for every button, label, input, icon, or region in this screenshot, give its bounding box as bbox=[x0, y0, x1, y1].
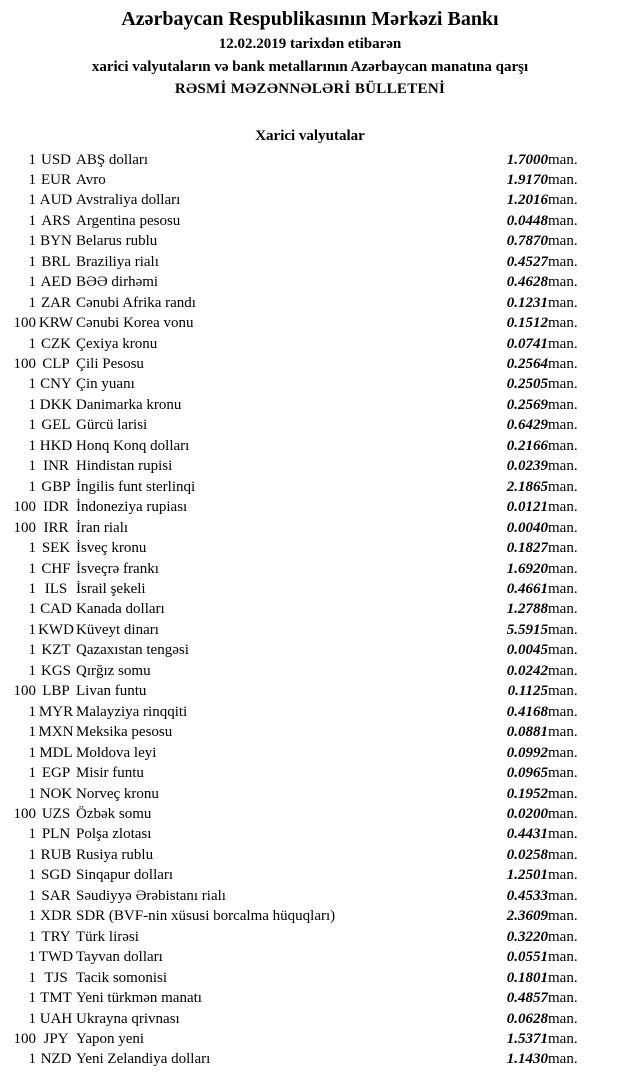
currency-code: GEL bbox=[41, 417, 71, 434]
unit-label: man. bbox=[548, 724, 578, 741]
currency-code: LBP bbox=[42, 683, 70, 700]
effective-date-line: 12.02.2019 tarixdən etibarən bbox=[218, 36, 402, 52]
currency-row bbox=[0, 763, 620, 783]
currency-code: DKK bbox=[39, 396, 73, 413]
exchange-rate: 1.9170 bbox=[506, 171, 548, 188]
quantity: 1 bbox=[28, 724, 36, 741]
currency-code: MDL bbox=[39, 744, 73, 761]
unit-label: man. bbox=[548, 642, 578, 659]
bulletin-header bbox=[0, 0, 620, 101]
currency-code: RUB bbox=[40, 846, 72, 863]
currency-name: İndoneziya rupiası bbox=[76, 499, 188, 516]
unit-label: man. bbox=[548, 928, 578, 945]
exchange-rate: 0.0121 bbox=[506, 499, 548, 516]
unit-label: man. bbox=[548, 335, 578, 352]
currency-row bbox=[0, 824, 620, 844]
currency-name: Argentina pesosu bbox=[76, 212, 181, 229]
quantity: 1 bbox=[28, 437, 36, 454]
currency-code: CAD bbox=[40, 601, 72, 618]
currency-row bbox=[0, 211, 620, 231]
quantity: 1 bbox=[28, 192, 36, 209]
currency-code: ILS bbox=[44, 581, 68, 598]
currency-name: Yeni türkmən manatı bbox=[76, 990, 202, 1007]
quantity: 100 bbox=[13, 1030, 36, 1047]
currency-code: BYN bbox=[40, 233, 72, 250]
unit-label: man. bbox=[548, 785, 578, 802]
exchange-rate: 0.6429 bbox=[506, 417, 548, 434]
currency-rates-table bbox=[0, 150, 620, 1070]
exchange-rate: 0.1827 bbox=[506, 540, 548, 557]
currency-code: GBP bbox=[41, 478, 71, 495]
exchange-rate: 0.4168 bbox=[506, 703, 548, 720]
unit-label: man. bbox=[548, 846, 578, 863]
exchange-rate: 0.0551 bbox=[506, 949, 548, 966]
quantity: 1 bbox=[28, 478, 36, 495]
currency-name: BƏƏ dirhəmi bbox=[76, 274, 159, 291]
currency-row bbox=[0, 579, 620, 599]
currency-name: Çin yuanı bbox=[76, 376, 135, 393]
quantity: 1 bbox=[28, 417, 36, 434]
currency-row bbox=[0, 190, 620, 210]
quantity: 1 bbox=[28, 233, 36, 250]
currency-name: Tayvan dolları bbox=[76, 949, 163, 966]
currency-row bbox=[0, 436, 620, 456]
currency-code: TMT bbox=[40, 990, 72, 1007]
currency-row bbox=[0, 456, 620, 476]
exchange-rate: 0.0258 bbox=[506, 846, 548, 863]
currency-name: Gürcü larisi bbox=[76, 417, 148, 434]
exchange-rate: 2.3609 bbox=[506, 908, 548, 925]
currency-name: Cənubi Korea vonu bbox=[76, 315, 194, 332]
unit-label: man. bbox=[548, 417, 578, 434]
section-title-foreign-currencies: Xarici valyutalar bbox=[255, 127, 365, 144]
currency-code: MYR bbox=[38, 703, 74, 720]
currency-row bbox=[0, 313, 620, 333]
currency-row bbox=[0, 702, 620, 722]
currency-name: SDR (BVF-nin xüsusi borcalma hüquqları) bbox=[76, 908, 336, 925]
currency-name: Çili Pesosu bbox=[76, 356, 144, 373]
currency-row bbox=[0, 334, 620, 354]
quantity: 1 bbox=[28, 458, 36, 475]
currency-code: TWD bbox=[38, 949, 74, 966]
exchange-rate: 0.0242 bbox=[506, 662, 548, 679]
quantity: 1 bbox=[28, 642, 36, 659]
unit-label: man. bbox=[548, 540, 578, 557]
exchange-rate: 0.0881 bbox=[506, 724, 548, 741]
currency-row bbox=[0, 272, 620, 292]
currency-row bbox=[0, 395, 620, 415]
currency-name: İsrail şekeli bbox=[76, 581, 146, 598]
currency-row bbox=[0, 743, 620, 763]
currency-code: CLP bbox=[42, 356, 70, 373]
currency-name: Polşa zlotası bbox=[76, 826, 152, 843]
currency-row bbox=[0, 374, 620, 394]
unit-label: man. bbox=[548, 867, 578, 884]
currency-code: UAH bbox=[39, 1010, 73, 1027]
currency-name: Səudiyyə Ərəbistanı rialı bbox=[76, 887, 226, 904]
exchange-rate: 0.4857 bbox=[506, 990, 548, 1007]
currency-name: Belarus rublu bbox=[76, 233, 158, 250]
currency-row bbox=[0, 886, 620, 906]
currency-code: CZK bbox=[41, 335, 71, 352]
currency-code: TRY bbox=[41, 928, 71, 945]
currency-row bbox=[0, 661, 620, 681]
currency-code: ARS bbox=[41, 212, 71, 229]
bank-title: Azərbaycan Respublikasının Mərkəzi Bankı bbox=[121, 8, 499, 30]
currency-row bbox=[0, 354, 620, 374]
quantity: 1 bbox=[28, 703, 36, 720]
currency-name: Ukrayna qrivnası bbox=[76, 1010, 180, 1027]
unit-label: man. bbox=[548, 744, 578, 761]
quantity: 1 bbox=[28, 1010, 36, 1027]
currency-code: AED bbox=[40, 274, 72, 291]
currency-name: Özbək somu bbox=[76, 806, 152, 822]
exchange-rate: 0.0741 bbox=[506, 335, 548, 352]
currency-code: SEK bbox=[41, 540, 71, 557]
currency-row bbox=[0, 722, 620, 742]
quantity: 100 bbox=[13, 499, 36, 516]
quantity: 1 bbox=[28, 990, 36, 1007]
quantity: 100 bbox=[13, 519, 36, 536]
exchange-rate: 1.2501 bbox=[506, 867, 548, 884]
currency-name: Norveç kronu bbox=[76, 785, 159, 802]
currency-row bbox=[0, 906, 620, 926]
currency-name: İngilis funt sterlinqi bbox=[76, 478, 196, 495]
currency-row bbox=[0, 640, 620, 660]
currency-code: HKD bbox=[39, 437, 73, 454]
quantity: 100 bbox=[13, 315, 36, 332]
currency-row bbox=[0, 150, 620, 170]
currency-code: SGD bbox=[40, 867, 71, 884]
unit-label: man. bbox=[548, 294, 578, 311]
exchange-rate: 0.4431 bbox=[506, 826, 548, 843]
currency-code: KRW bbox=[38, 315, 74, 332]
currency-row bbox=[0, 293, 620, 313]
quantity: 1 bbox=[28, 949, 36, 966]
unit-label: man. bbox=[548, 949, 578, 966]
currency-name: İran rialı bbox=[76, 519, 129, 536]
currency-name: Hindistan rupisi bbox=[76, 458, 173, 475]
unit-label: man. bbox=[548, 560, 578, 577]
currency-code: IRR bbox=[43, 519, 69, 536]
currency-code: NOK bbox=[39, 785, 73, 802]
currency-name: Türk lirəsi bbox=[76, 928, 139, 945]
unit-label: man. bbox=[548, 908, 578, 925]
unit-label: man. bbox=[548, 233, 578, 250]
currency-name: Meksika pesosu bbox=[76, 724, 173, 741]
exchange-rate: 0.0965 bbox=[506, 765, 548, 782]
unit-label: man. bbox=[548, 826, 578, 843]
unit-label: man. bbox=[548, 703, 578, 720]
quantity: 1 bbox=[28, 928, 36, 945]
unit-label: man. bbox=[548, 1010, 578, 1027]
exchange-rate: 0.2564 bbox=[506, 356, 548, 373]
quantity: 1 bbox=[28, 887, 36, 904]
exchange-rate: 0.1125 bbox=[507, 683, 548, 700]
quantity: 1 bbox=[28, 826, 36, 843]
currency-row bbox=[0, 865, 620, 885]
quantity: 1 bbox=[28, 212, 36, 229]
unit-label: man. bbox=[548, 621, 578, 638]
quantity: 1 bbox=[28, 867, 36, 884]
unit-label: man. bbox=[548, 601, 578, 618]
bulletin-title: RƏSMİ MƏZƏNNƏLƏRİ BÜLLETENİ bbox=[174, 81, 446, 97]
unit-label: man. bbox=[548, 437, 578, 454]
currency-row bbox=[0, 518, 620, 538]
exchange-rate: 0.7870 bbox=[506, 233, 548, 250]
unit-label: man. bbox=[548, 376, 578, 393]
quantity: 1 bbox=[28, 171, 36, 188]
currency-name: Küveyt dinarı bbox=[76, 621, 159, 638]
exchange-rate: 0.0040 bbox=[506, 519, 548, 536]
quantity: 1 bbox=[28, 908, 36, 925]
currency-row bbox=[0, 1029, 620, 1049]
currency-name: Qırğız somu bbox=[76, 662, 151, 679]
exchange-rate: 0.2505 bbox=[506, 376, 548, 393]
currency-row bbox=[0, 170, 620, 190]
currency-name: ABŞ dolları bbox=[76, 151, 149, 168]
unit-label: man. bbox=[548, 192, 578, 209]
unit-label: man. bbox=[548, 519, 578, 536]
currency-code: KGS bbox=[40, 662, 71, 679]
quantity: 1 bbox=[28, 335, 36, 352]
currency-name: Yapon yeni bbox=[76, 1030, 145, 1047]
currency-row bbox=[0, 845, 620, 865]
exchange-rate: 0.0239 bbox=[506, 458, 548, 475]
currency-code: PLN bbox=[41, 826, 71, 843]
quantity: 1 bbox=[28, 662, 36, 679]
unit-label: man. bbox=[548, 171, 578, 188]
exchange-rate: 1.5371 bbox=[506, 1030, 548, 1047]
currency-name: Misir funtu bbox=[76, 765, 144, 782]
unit-label: man. bbox=[548, 765, 578, 782]
quantity: 100 bbox=[13, 806, 36, 822]
exchange-rate: 1.2016 bbox=[506, 192, 548, 209]
exchange-rate: 0.0992 bbox=[506, 744, 548, 761]
quantity: 1 bbox=[28, 1051, 36, 1068]
currency-code: KWD bbox=[38, 621, 74, 638]
currency-name: Malayziya rinqqiti bbox=[76, 703, 188, 720]
exchange-rate: 0.0628 bbox=[506, 1010, 548, 1027]
currency-name: Yeni Zelandiya dolları bbox=[76, 1051, 211, 1068]
currency-name: Avstraliya dolları bbox=[76, 192, 181, 209]
currency-code: MXN bbox=[38, 724, 74, 741]
quantity: 1 bbox=[28, 376, 36, 393]
currency-name: Livan funtu bbox=[76, 683, 147, 700]
currency-rates-body bbox=[0, 150, 620, 1070]
currency-row bbox=[0, 599, 620, 619]
currency-code: USD bbox=[40, 151, 71, 168]
exchange-rate: 0.4661 bbox=[506, 581, 548, 598]
currency-code: EUR bbox=[41, 171, 71, 188]
currency-code: CNY bbox=[40, 376, 72, 393]
unit-label: man. bbox=[548, 499, 578, 516]
currency-row bbox=[0, 947, 620, 967]
exchange-rate: 0.0448 bbox=[506, 212, 548, 229]
exchange-rate: 0.4533 bbox=[506, 887, 548, 904]
unit-label: man. bbox=[548, 458, 578, 475]
exchange-rate: 1.1430 bbox=[506, 1051, 548, 1068]
currency-row bbox=[0, 804, 620, 824]
exchange-rate: 0.4527 bbox=[506, 253, 548, 270]
unit-label: man. bbox=[548, 315, 578, 332]
quantity: 1 bbox=[28, 969, 36, 986]
exchange-rate: 0.1801 bbox=[506, 969, 548, 986]
currency-row bbox=[0, 477, 620, 497]
subtitle-line: xarici valyutaların və bank metallarının Azərbaycan manatına qarşı bbox=[91, 58, 529, 75]
currency-code: TJS bbox=[44, 969, 68, 986]
exchange-rate: 1.2788 bbox=[506, 601, 548, 618]
unit-label: man. bbox=[548, 806, 578, 822]
currency-name: Danimarka kronu bbox=[76, 396, 182, 413]
currency-code: KZT bbox=[41, 642, 71, 659]
currency-row bbox=[0, 927, 620, 947]
currency-name: Çexiya kronu bbox=[76, 335, 158, 352]
currency-row bbox=[0, 538, 620, 558]
quantity: 1 bbox=[28, 744, 36, 761]
exchange-rate: 2.1865 bbox=[506, 478, 548, 495]
exchange-rate: 1.7000 bbox=[506, 151, 548, 168]
quantity: 1 bbox=[28, 785, 36, 802]
currency-code: EGP bbox=[41, 765, 71, 782]
currency-name: Rusiya rublu bbox=[76, 846, 154, 863]
currency-row bbox=[0, 681, 620, 701]
exchange-rate: 0.1952 bbox=[506, 785, 548, 802]
unit-label: man. bbox=[548, 990, 578, 1007]
currency-code: ZAR bbox=[41, 294, 71, 311]
currency-row bbox=[0, 559, 620, 579]
currency-code: AUD bbox=[39, 192, 73, 209]
exchange-rate: 0.2569 bbox=[506, 396, 548, 413]
currency-name: Moldova leyi bbox=[76, 744, 157, 761]
quantity: 1 bbox=[28, 151, 36, 168]
unit-label: man. bbox=[548, 1030, 578, 1047]
quantity: 1 bbox=[28, 294, 36, 311]
unit-label: man. bbox=[548, 253, 578, 270]
currency-name: Avro bbox=[76, 171, 106, 188]
currency-row bbox=[0, 231, 620, 251]
exchange-rate: 0.1231 bbox=[506, 294, 548, 311]
unit-label: man. bbox=[548, 212, 578, 229]
exchange-rate: 5.5915 bbox=[506, 621, 548, 638]
currency-row bbox=[0, 968, 620, 988]
currency-code: XDR bbox=[40, 908, 72, 925]
exchange-rate: 0.0200 bbox=[506, 806, 548, 822]
exchange-rate: 0.0045 bbox=[506, 642, 548, 659]
currency-code: INR bbox=[43, 458, 69, 475]
quantity: 1 bbox=[28, 274, 36, 291]
currency-name: Kanada dolları bbox=[76, 601, 165, 618]
currency-name: Qazaxıstan tengəsi bbox=[76, 642, 189, 659]
currency-name: Tacik somonisi bbox=[76, 969, 168, 986]
currency-name: Braziliya rialı bbox=[76, 253, 159, 270]
exchange-rate: 1.6920 bbox=[506, 560, 548, 577]
exchange-rate: 0.2166 bbox=[506, 437, 548, 454]
unit-label: man. bbox=[548, 274, 578, 291]
currency-row bbox=[0, 415, 620, 435]
quantity: 1 bbox=[28, 621, 36, 638]
currency-row bbox=[0, 1049, 620, 1069]
currency-name: Sinqapur dolları bbox=[76, 867, 174, 884]
quantity: 1 bbox=[28, 581, 36, 598]
currency-name: İsveç kronu bbox=[76, 540, 147, 557]
unit-label: man. bbox=[548, 683, 578, 700]
quantity: 100 bbox=[13, 356, 36, 373]
quantity: 1 bbox=[28, 560, 36, 577]
unit-label: man. bbox=[548, 396, 578, 413]
unit-label: man. bbox=[548, 151, 578, 168]
unit-label: man. bbox=[548, 887, 578, 904]
currency-name: İsveçrə frankı bbox=[76, 560, 159, 577]
quantity: 1 bbox=[28, 540, 36, 557]
exchange-rate: 0.1512 bbox=[506, 315, 548, 332]
currency-row bbox=[0, 784, 620, 804]
unit-label: man. bbox=[548, 1051, 578, 1068]
currency-row bbox=[0, 988, 620, 1008]
currency-name: Honq Konq dolları bbox=[76, 437, 190, 454]
quantity: 1 bbox=[28, 396, 36, 413]
exchange-rate: 0.3220 bbox=[506, 928, 548, 945]
currency-code: JPY bbox=[43, 1030, 69, 1047]
unit-label: man. bbox=[548, 969, 578, 986]
quantity: 1 bbox=[28, 601, 36, 618]
unit-label: man. bbox=[548, 356, 578, 373]
unit-label: man. bbox=[548, 581, 578, 598]
currency-code: SAR bbox=[41, 887, 71, 904]
unit-label: man. bbox=[548, 662, 578, 679]
currency-code: CHF bbox=[41, 560, 71, 577]
currency-code: BRL bbox=[41, 253, 71, 270]
quantity: 100 bbox=[13, 683, 36, 700]
unit-label: man. bbox=[548, 478, 578, 495]
currency-row bbox=[0, 497, 620, 517]
currency-row bbox=[0, 1009, 620, 1029]
quantity: 1 bbox=[28, 846, 36, 863]
currency-code: UZS bbox=[41, 806, 71, 822]
currency-row bbox=[0, 252, 620, 272]
currency-row bbox=[0, 620, 620, 640]
quantity: 1 bbox=[28, 253, 36, 270]
currency-name: Cənubi Afrika randı bbox=[76, 294, 196, 311]
exchange-rate: 0.4628 bbox=[506, 274, 548, 291]
currency-code: NZD bbox=[40, 1051, 72, 1068]
currency-code: IDR bbox=[43, 499, 69, 516]
quantity: 1 bbox=[28, 765, 36, 782]
